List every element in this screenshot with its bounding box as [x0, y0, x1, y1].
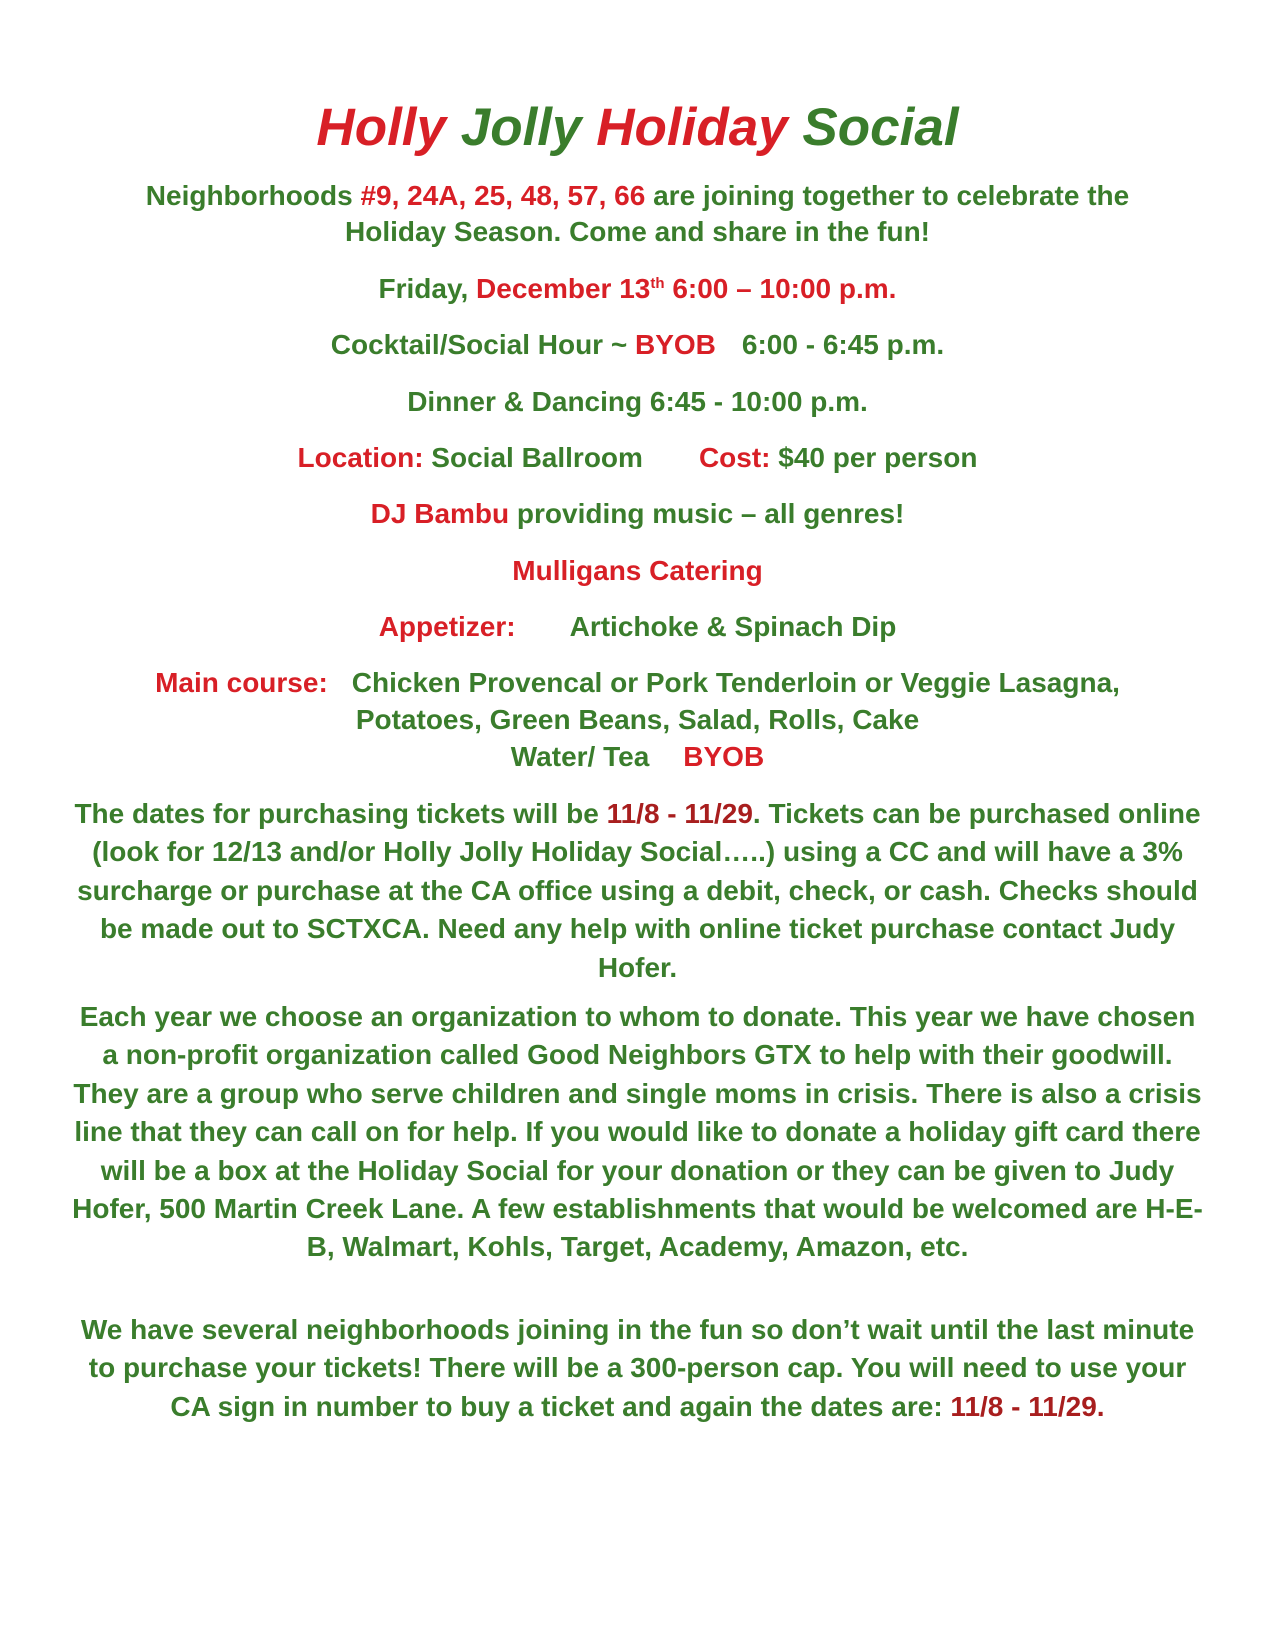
cocktail-byob: BYOB	[634, 329, 716, 360]
closing-text: We have several neighborhoods joining in the fun so don’t wait until the last minute to purchase your tickets! There will be a 300-person cap. You will need to use your CA sign in number to buy a ticket and again the dates are:	[80, 1314, 1195, 1422]
caterer: Mulligans Catering	[512, 555, 763, 586]
drinks-byob: BYOB	[683, 741, 765, 772]
neighborhood-numbers: #9, 24A, 25, 48, 57, 66	[360, 180, 646, 211]
event-time: 6:00 – 10:00 p.m.	[664, 273, 897, 304]
title-word-holly: Holly	[316, 98, 446, 157]
drinks: Water/ Tea	[510, 741, 650, 772]
intro-line-2: Holiday Season. Come and share in the fun!	[345, 216, 930, 247]
ticket-dates: 11/8 - 11/29	[606, 798, 753, 829]
main-course-items: Chicken Provencal or Pork Tenderloin or Veggie Lasagna,	[351, 667, 1120, 698]
event-date	[0, 270, 1275, 308]
title-word-social: Social	[802, 98, 959, 157]
page-title	[0, 96, 1275, 160]
tickets-paragraph	[70, 795, 1205, 987]
closing-paragraph	[70, 1311, 1205, 1426]
title-word-jolly: Jolly	[460, 98, 582, 157]
tickets-details: . Tickets can be purchased online (look for 12/13 and/or Holly Jolly Holiday Social…..) using a CC and will have a 3% surcharge or purchase at the CA office using a debit, check, or cash. Checks should be made out to SCTXCA. Need any help with online ticket purchase contact Judy Hofer.	[77, 798, 1201, 983]
drinks-line	[0, 738, 1275, 776]
closing-dates: 11/8 - 11/29.	[950, 1390, 1105, 1422]
appetizer-label: Appetizer:	[378, 611, 516, 642]
cocktail-time: 6:00 - 6:45 p.m.	[741, 329, 945, 360]
appetizer-line	[0, 608, 1275, 646]
appetizer-value: Artichoke & Spinach Dip	[569, 611, 897, 642]
intro-line-1	[0, 177, 1275, 215]
main-course-label: Main course:	[155, 667, 328, 698]
intro-prefix: Neighborhoods	[145, 180, 361, 211]
cocktail-label: Cocktail/Social Hour ~	[330, 329, 635, 360]
tickets-prefix: The dates for purchasing tickets will be	[74, 798, 607, 829]
dinner-dancing: Dinner & Dancing 6:45 - 10:00 p.m.	[407, 386, 868, 417]
event-day: Friday,	[378, 273, 477, 304]
title-word-holiday: Holiday	[596, 98, 788, 157]
dj-name: DJ Bambu	[370, 498, 510, 529]
dj-text: providing music – all genres!	[509, 498, 905, 529]
event-date-text: December 13	[476, 273, 651, 304]
cost-value: $40 per person	[770, 442, 978, 473]
main-course-line-2: Potatoes, Green Beans, Salad, Rolls, Cake	[355, 704, 920, 735]
main-course-line-1	[0, 664, 1275, 702]
location-cost	[0, 439, 1275, 477]
cocktail-hour	[0, 326, 1275, 364]
event-date-ordinal: th	[650, 275, 665, 292]
intro-suffix: are joining together to celebrate the	[645, 180, 1130, 211]
donation-paragraph: Each year we choose an organization to whom to donate. This year we have chosen a non-profit organization called Good Neighbors GTX to help with their goodwill. They are a group who serve children and single moms in crisis. There is also a crisis line that they can call on for help. If you would like to donate a holiday gift card there will be a box at the Holiday Social for your donation or they can be given to Judy Hofer, 500 Martin Creek Lane. A few establishments that would be welcomed are H-E-B, Walmart, Kohls, Target, Academy, Amazon, etc.	[72, 1001, 1203, 1263]
location-label: Location:	[297, 442, 424, 473]
location-value: Social Ballroom	[423, 442, 643, 473]
cost-label: Cost:	[698, 442, 771, 473]
dj-line	[0, 495, 1275, 533]
